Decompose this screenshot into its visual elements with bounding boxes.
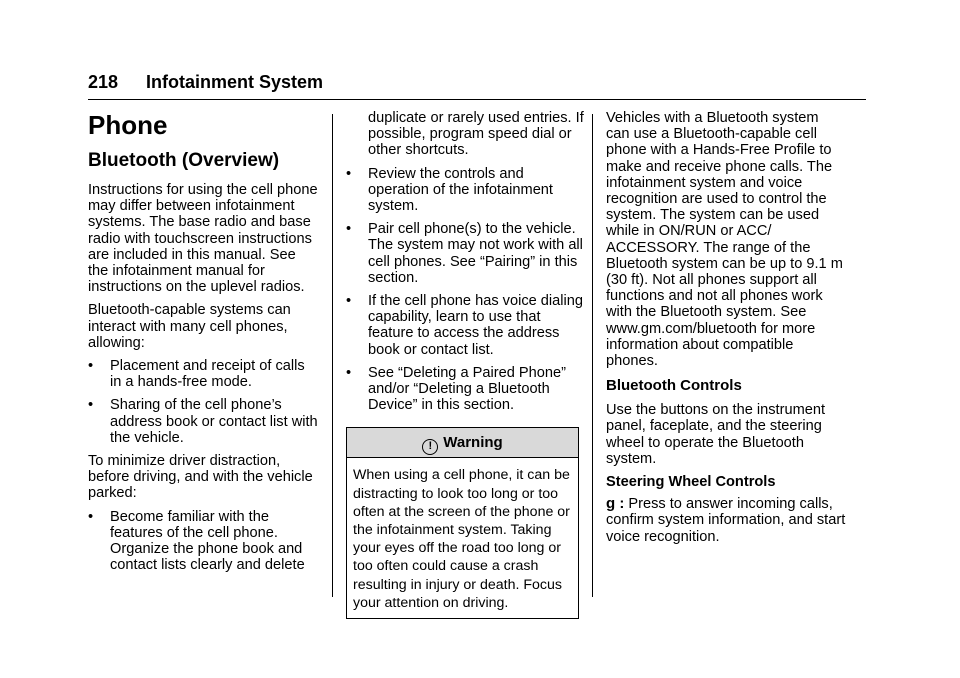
list-item: • See “Deleting a Paired Phone” and/or “Deleting a Bluetooth Device” in this section. xyxy=(346,364,566,414)
bullet-icon: • xyxy=(88,358,94,375)
list-item-continuation: duplicate or rarely used entries. If possible, program speed dial or other shortcuts. xyxy=(368,110,584,159)
page-number: 218 xyxy=(88,72,119,92)
push-to-talk-icon: g : xyxy=(606,495,625,513)
paragraph: g : Press to answer incoming calls, confirm system information, and start voice recognition. xyxy=(606,495,846,545)
warning-icon: ! xyxy=(422,439,438,455)
paragraph: Use the buttons on the instrument panel, faceplate, and the steering wheel to operate the Bluetooth system. xyxy=(606,402,826,467)
warning-box xyxy=(346,427,579,619)
heading-bluetooth-overview: Bluetooth (Overview) xyxy=(88,150,280,171)
bullet-icon: • xyxy=(346,364,352,381)
paragraph: To minimize driver distraction, before driving, and with the vehicle parked: xyxy=(88,453,313,502)
bullet-icon: • xyxy=(346,293,352,310)
list-item: • Review the controls and operation of the infotainment system. xyxy=(346,165,553,215)
column-3 xyxy=(606,110,846,552)
list-item: • Placement and receipt of calls in a hands-free mode. xyxy=(88,358,305,391)
paragraph: Instructions for using the cell phone may differ between infotainment systems. The base radio and base radio with touchscreen instructions are included in this manual. See the infotainment manual for instructions on the uplevel radios. xyxy=(88,182,318,296)
warning-title: Warning xyxy=(443,434,503,452)
paragraph: Bluetooth-capable systems can interact with many cell phones, allowing: xyxy=(88,302,291,351)
warning-header xyxy=(347,428,578,458)
heading-bluetooth-controls: Bluetooth Controls xyxy=(606,377,742,395)
section-title: Infotainment System xyxy=(146,72,324,92)
bullet-icon: • xyxy=(346,165,352,182)
heading-phone: Phone xyxy=(88,110,168,140)
column-divider-1 xyxy=(332,114,333,597)
bullet-icon: • xyxy=(88,397,94,414)
list-item: • Become familiar with the features of the cell phone. Organize the phone book and contact lists clearly and delete xyxy=(88,508,305,574)
column-2 xyxy=(346,110,586,619)
warning-body: When using a cell phone, it can be distracting to look too long or too often at the screen of the phone or the infotainment system. Taking your eyes off the road too long or too often could cause a crash resulting in injury or death. Focus your attention on driving. xyxy=(353,467,570,611)
list-item: • If the cell phone has voice dialing capability, learn to use that feature to access the address book or contact list. xyxy=(346,293,583,358)
list-item: • Pair cell phone(s) to the vehicle. The system may not work with all cell phones. See “Pairing” in this section. xyxy=(346,221,583,286)
page-header xyxy=(88,72,866,100)
paragraph: Vehicles with a Bluetooth system can use a Bluetooth-capable cell phone with a Hands-Free Profile to make and receive phone calls. The infotainment system and voice recognition are used to control the system. The system can be used while in ON/RUN or ACC/ ACCESSORY. The range of the Bluetooth system can be up to 9.1 m (30 ft). Not all phones support all functions and not all phones work with the Bluetooth system. See www.gm.com/bluetooth for more information about compatible phones. xyxy=(606,110,843,370)
column-divider-2 xyxy=(592,114,593,597)
bullet-icon: • xyxy=(88,508,94,525)
column-1 xyxy=(88,106,320,580)
heading-steering-wheel-controls: Steering Wheel Controls xyxy=(606,474,776,491)
list-item: • Sharing of the cell phone’s address book or contact list with the vehicle. xyxy=(88,397,318,446)
bullet-icon: • xyxy=(346,221,352,238)
